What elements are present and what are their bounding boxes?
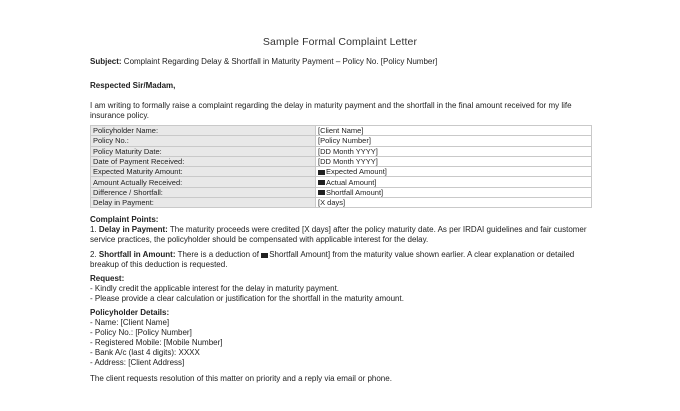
table-value: [DD Month YYYY] [316, 156, 592, 166]
table-row [91, 126, 592, 136]
subject-text: Complaint Regarding Delay & Shortfall in Maturity Payment – Policy No. [Policy Number] [121, 57, 438, 66]
redacted-currency-icon [318, 190, 325, 195]
subject-label: Subject: [90, 57, 122, 66]
table-label: Delay in Payment: [91, 198, 316, 208]
table-value: Expected Amount] [316, 167, 592, 177]
table-value: [Policy Number] [316, 136, 592, 146]
list-item: - Kindly credit the applicable interest for the delay in maturity payment. [90, 284, 340, 294]
list-item: - Name: [Client Name] [90, 318, 170, 328]
table-label: Policy Maturity Date: [91, 146, 316, 156]
list-item: - Registered Mobile: [Mobile Number] [90, 338, 223, 348]
list-item: - Bank A/c (last 4 digits): XXXX [90, 348, 200, 358]
request-heading: Request: [90, 274, 125, 284]
table-label: Amount Actually Received: [91, 177, 316, 187]
table-label: Policy No.: [91, 136, 316, 146]
complaint-points-heading: Complaint Points: [90, 215, 159, 225]
closing-paragraph: The client requests resolution of this matter on priority and a reply via email or phone. [90, 374, 392, 384]
table-label: Policyholder Name: [91, 126, 316, 136]
table-label: Expected Maturity Amount: [91, 167, 316, 177]
table-value: Actual Amount] [316, 177, 592, 187]
policy-details-table [90, 125, 592, 208]
table-value: [Client Name] [316, 126, 592, 136]
table-row [91, 198, 592, 208]
redacted-currency-icon [318, 180, 325, 185]
list-item: - Address: [Client Address] [90, 358, 185, 368]
list-item: - Policy No.: [Policy Number] [90, 328, 192, 338]
policyholder-details-heading: Policyholder Details: [90, 308, 170, 318]
intro-paragraph: I am writing to formally raise a complaint regarding the delay in maturity payment and the shortfall in the final amount received for my life insurance policy. [90, 101, 572, 120]
list-item: - Please provide a clear calculation or justification for the shortfall in the maturity amount. [90, 294, 404, 304]
complaint-point-2: 2. Shortfall in Amount: There is a deduction of Shortfall Amount] from the maturity value shown earlier. A clear explanation or detailed breakup of this deduction is requested. [90, 250, 575, 270]
complaint-point-1: 1. Delay in Payment: The maturity proceeds were credited [X days] after the policy maturity date. As per IRDAI guidelines and fair customer service practices, the policyholder should be compensated with applicable interest for the delay. [90, 225, 587, 245]
table-label: Date of Payment Received: [91, 156, 316, 166]
table-row [91, 156, 592, 166]
table-row [91, 187, 592, 197]
policyholder-details-section [90, 308, 592, 368]
letter-body [90, 57, 592, 384]
salutation: Respected Sir/Madam, [90, 81, 176, 90]
table-label: Difference / Shortfall: [91, 187, 316, 197]
redacted-currency-icon [261, 253, 268, 258]
table-value: [X days] [316, 198, 592, 208]
table-row [91, 177, 592, 187]
table-value: Shortfall Amount] [316, 187, 592, 197]
table-row [91, 167, 592, 177]
request-section [90, 274, 592, 304]
table-row [91, 146, 592, 156]
subject-line [90, 57, 592, 67]
table-value: [DD Month YYYY] [316, 146, 592, 156]
redacted-currency-icon [318, 170, 325, 175]
table-row [91, 136, 592, 146]
document-title: Sample Formal Complaint Letter [262, 36, 418, 48]
